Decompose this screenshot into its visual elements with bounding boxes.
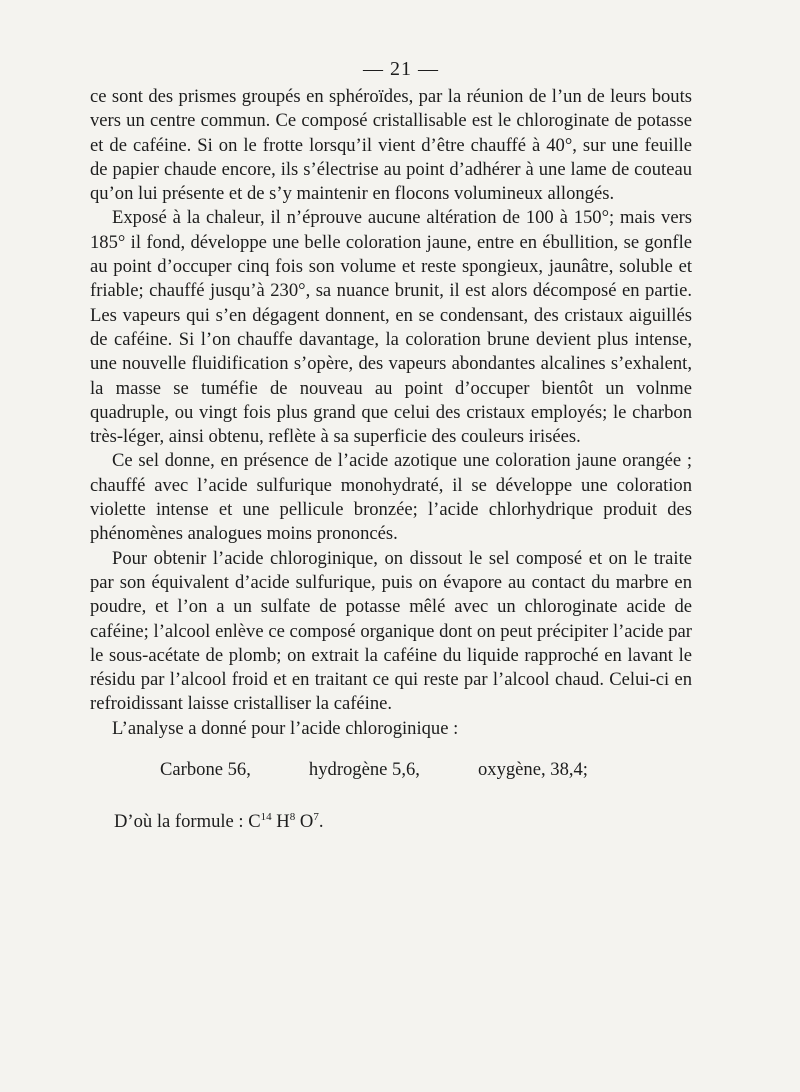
composition-line xyxy=(90,759,588,781)
oxygen-count: 7 xyxy=(313,811,319,824)
paragraph: Pour obtenir l’acide chloroginique, on dissout le sel composé et on le traite par son équivalent d’acide sulfurique, puis on évapore au contact du marbre en poudre, et l’on a un sulfate de potasse mêlé avec un chloroginate acide de caféine; l’alcool enlève ce composé organique dont on peut précipiter l’acide par le sous-acétate de plomb; on extrait la caféine du liquide rapproché en lavant le résidu par l’alcool froid et en traitant ce qui reste par l’alcool chaud. Celui-ci en refroidissant laisse cristalliser la caféine. xyxy=(90,547,692,715)
paragraph: Ce sel donne, en présence de l’acide azotique une coloration jaune orangée ; chauffé avec l’acide sulfurique monohydraté, il se développe une coloration violette intense et une pellicule bronzée; l’acide chlorhydrique produit des phénomènes analogues moins prononcés. xyxy=(90,450,692,545)
formula-end: . xyxy=(318,811,324,833)
hydrogen-symbol: H xyxy=(271,811,290,833)
oxygene-value: oxygène, 38,4; xyxy=(477,759,588,781)
carbone-value: Carbone 56, xyxy=(160,759,251,781)
page-number: — 21 — xyxy=(363,58,439,80)
hydrogen-count: 8 xyxy=(289,811,296,824)
oxygen-symbol: O xyxy=(295,811,314,833)
carbon-count: 14 xyxy=(260,811,272,824)
paragraph: ce sont des prismes groupés en sphéroïdes, par la réunion de l’un de leurs bouts vers un centre commun. Ce composé cristallisable est le chloroginate de potasse et de caféine. Si on le frotte lorsqu’il vient d’être chauffé à 40°, sur une feuille de papier chaude encore, ils s’électrise au point d’adhérer à une lame de couteau qu’on lui présente et de s’y maintenir en flocons volumineux allongés. xyxy=(90,86,692,205)
body-text xyxy=(90,85,692,741)
paragraph: Exposé à la chaleur, il n’éprouve aucune altération de 100 à 150°; mais vers 185° il fond, développe une belle coloration jaune, entre en ébullition, se gonfle au point d’occuper cinq fois son volume et reste spongieux, jaunâtre, soluble et friable; chauffé jusqu’à 230°, sa nuance brunit, il est alors décomposé en partie. Les vapeurs qui s’en dégagent donnent, en se condensant, des cristaux aiguillés de caféine. Si l’on chauffe davantage, la coloration brune devient plus intense, une nouvelle fluidification s’opère, des vapeurs abondantes alcalines s’exhalent, la masse se tuméfie de nouveau au point d’occuper bientôt un volnme quadruple, ou vingt fois plus grand que celui des cristaux employés; le charbon très-léger, ainsi obtenu, reflète à sa superficie des couleurs irisées. xyxy=(90,207,692,448)
formula-prefix: D’où la formule : C xyxy=(114,811,261,833)
formula-conclusion xyxy=(90,811,692,833)
hydrogene-value: hydrogène 5,6, xyxy=(308,759,420,781)
paragraph: L’analyse a donné pour l’acide chloroginique : xyxy=(112,717,459,739)
